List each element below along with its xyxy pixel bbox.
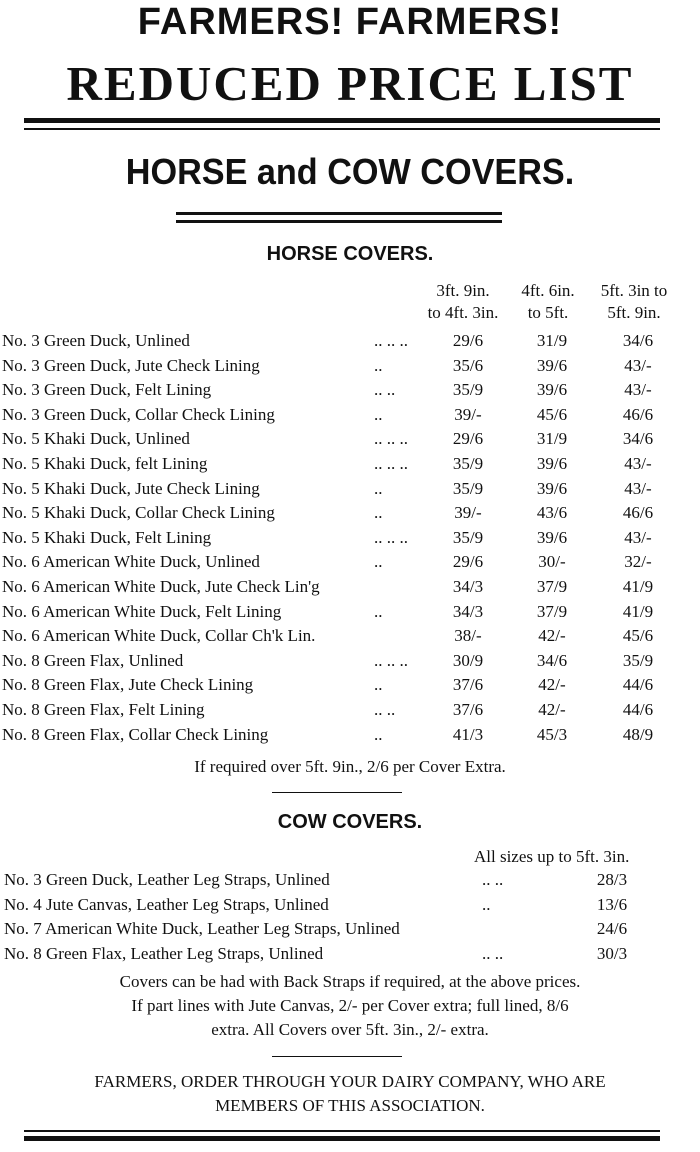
horse-row-price-1: 38/- (454, 626, 482, 646)
horse-row (2, 575, 692, 599)
horse-row-price-2: 42/- (538, 675, 566, 695)
horse-row-price-2: 37/9 (536, 601, 568, 621)
horse-row-price-2: 39/6 (536, 355, 568, 375)
cow-row-desc: No. 4 Jute Canvas, Leather Leg Straps, Unlined (4, 894, 329, 914)
horse-row (2, 526, 692, 550)
horse-row-leader: .. (374, 552, 383, 572)
horse-row-price-1: 41/3 (452, 724, 484, 744)
cow-row-price: 28/3 (596, 870, 628, 889)
horse-row (2, 723, 692, 747)
horse-row-price-2: 39/6 (536, 380, 568, 400)
horse-row (2, 698, 692, 722)
col-head-1-line2: to 4ft. 3in. (427, 303, 499, 322)
cow-paragraph-line-1: Covers can be had with Back Straps if required, at the above prices. (119, 972, 581, 991)
horse-row-desc: No. 6 American White Duck, Unlined (2, 552, 260, 572)
horse-row-desc: No. 8 Green Flax, Felt Lining (2, 700, 205, 719)
cow-row-desc: No. 7 American White Duck, Leather Leg Straps, Unlined (4, 919, 400, 938)
horse-row (2, 624, 692, 648)
horse-row-leader: .. .. .. (374, 527, 408, 547)
horse-row-price-1: 39/- (454, 404, 482, 424)
horse-row-price-2: 45/6 (536, 404, 568, 424)
horse-row-price-2: 30/- (538, 552, 566, 572)
horse-row-price-3: 45/6 (622, 626, 654, 646)
horse-row-price-1: 29/6 (452, 331, 484, 350)
horse-extra-note: If required over 5ft. 9in., 2/6 per Cover Extra. (194, 757, 506, 776)
horse-row-price-1: 37/6 (452, 675, 484, 695)
horse-row-price-2: 39/6 (536, 478, 568, 498)
horse-row-price-3: 46/6 (622, 503, 654, 523)
cow-row (4, 917, 684, 941)
horse-row-price-3: 34/6 (622, 331, 654, 350)
horse-row-leader: .. (374, 478, 383, 498)
rule-bottom-thin (24, 1130, 660, 1132)
horse-row-leader: .. .. .. (374, 650, 408, 670)
horse-row-price-1: 34/3 (452, 577, 484, 596)
horse-row-leader: .. (374, 355, 383, 375)
horse-row-price-3: 48/9 (622, 724, 654, 744)
horse-row-price-1: 29/6 (452, 552, 484, 572)
horse-row (2, 477, 692, 501)
horse-row (2, 501, 692, 525)
cow-paragraph-line-2: If part lines with Jute Canvas, 2/- per Cover extra; full lined, 8/6 (131, 996, 569, 1015)
horse-row-price-3: 43/- (624, 355, 652, 375)
footer-line-2: MEMBERS OF THIS ASSOCIATION. (215, 1096, 485, 1115)
horse-row-leader: .. .. (374, 700, 396, 719)
horse-row-desc: No. 5 Khaki Duck, Felt Lining (2, 527, 212, 547)
horse-row-price-1: 35/6 (452, 355, 484, 375)
horse-row-price-3: 41/9 (622, 601, 654, 621)
horse-row-desc: No. 3 Green Duck, Felt Lining (2, 380, 212, 400)
horse-row-price-2: 42/- (538, 700, 566, 719)
horse-row-desc: No. 5 Khaki Duck, Jute Check Lining (2, 478, 260, 498)
horse-row-price-3: 32/- (624, 552, 652, 572)
horse-row-desc: No. 3 Green Duck, Unlined (2, 331, 190, 350)
horse-row (2, 649, 692, 673)
rule-divider-1 (272, 792, 402, 793)
horse-row-leader: .. .. .. (374, 331, 408, 350)
horse-row-price-2: 31/9 (536, 429, 568, 449)
cow-row (4, 893, 684, 917)
horse-row-price-2: 43/6 (536, 503, 568, 523)
horse-row-leader: .. (374, 675, 383, 695)
horse-row-price-3: 34/6 (622, 429, 654, 449)
cow-row (4, 868, 684, 892)
horse-row-leader: .. .. .. (374, 429, 408, 449)
cow-row-leader: .. .. (482, 943, 504, 963)
horse-row-leader: .. .. .. (374, 454, 408, 473)
horse-row-price-2: 39/6 (536, 454, 568, 473)
horse-row-leader: .. (374, 724, 383, 744)
rule-title-1 (176, 212, 502, 215)
horse-row-leader: .. .. (374, 380, 396, 400)
horse-row-leader: .. (374, 404, 383, 424)
horse-row-desc: No. 3 Green Duck, Collar Check Lining (2, 404, 275, 424)
horse-row-price-1: 35/9 (452, 527, 484, 547)
horse-row-price-1: 35/9 (452, 454, 484, 473)
col-head-3-line2: 5ft. 9in. (607, 303, 661, 322)
horse-row-price-3: 44/6 (622, 675, 654, 695)
horse-heading: HORSE COVERS. (266, 243, 434, 265)
col-head-2-line2: to 5ft. (527, 303, 569, 322)
horse-row-price-3: 43/- (624, 454, 652, 473)
horse-row-desc: No. 5 Khaki Duck, Unlined (2, 429, 190, 449)
horse-row-desc: No. 5 Khaki Duck, felt Lining (2, 454, 208, 473)
horse-row-desc: No. 3 Green Duck, Jute Check Lining (2, 355, 260, 375)
cow-paragraph-line-3: extra. All Covers over 5ft. 3in., 2/- extra. (211, 1020, 489, 1039)
horse-row-price-3: 43/- (624, 380, 652, 400)
horse-row-price-2: 34/6 (536, 650, 568, 670)
horse-row-leader: .. (374, 601, 383, 621)
cow-row-desc: No. 8 Green Flax, Leather Leg Straps, Unlined (4, 943, 324, 963)
horse-row-price-3: 43/- (624, 527, 652, 547)
horse-row (2, 378, 692, 402)
horse-row (2, 403, 692, 427)
horse-row-price-2: 37/9 (536, 577, 568, 596)
horse-row (2, 354, 692, 378)
col-head-2 (508, 280, 588, 324)
horse-row-price-1: 37/6 (452, 700, 484, 719)
rule-bottom-thick (24, 1136, 660, 1141)
horse-row-desc: No. 6 American White Duck, Collar Ch'k Lin. (2, 626, 316, 646)
col-head-2-line1: 4ft. 6in. (521, 281, 575, 300)
col-head-3 (586, 280, 682, 324)
horse-row-price-2: 42/- (538, 626, 566, 646)
horse-row-price-1: 30/9 (452, 650, 484, 670)
footer-line-1: FARMERS, ORDER THROUGH YOUR DAIRY COMPANY, WHO ARE (94, 1072, 606, 1091)
horse-row-desc: No. 8 Green Flax, Unlined (2, 650, 184, 670)
cow-row-price: 13/6 (596, 894, 628, 914)
cow-row-leader: .. (482, 894, 491, 914)
cow-heading: COW COVERS. (277, 811, 423, 833)
horse-row-price-2: 45/3 (536, 724, 568, 744)
cow-row-leader: .. .. (482, 870, 504, 889)
horse-row-desc: No. 8 Green Flax, Collar Check Lining (2, 724, 269, 744)
col-head-1 (418, 280, 508, 324)
rule-top-thick (24, 118, 660, 123)
cow-row (4, 942, 684, 966)
horse-row (2, 452, 692, 476)
rule-top-thin (24, 128, 660, 130)
horse-row-price-1: 35/9 (452, 478, 484, 498)
cow-row-desc: No. 3 Green Duck, Leather Leg Straps, Unlined (4, 870, 330, 889)
horse-row-price-3: 43/- (624, 478, 652, 498)
horse-row-desc: No. 6 American White Duck, Felt Lining (2, 601, 282, 621)
horse-row (2, 427, 692, 451)
horse-row (2, 550, 692, 574)
cow-row-price: 30/3 (596, 943, 628, 963)
cow-paragraph (0, 970, 700, 1042)
horse-row-price-1: 39/- (454, 503, 482, 523)
rule-divider-2 (272, 1056, 402, 1057)
horse-row-leader: .. (374, 503, 383, 523)
horse-row-price-3: 44/6 (622, 700, 654, 719)
horse-row-price-1: 29/6 (452, 429, 484, 449)
horse-row-desc: No. 8 Green Flax, Jute Check Lining (2, 675, 254, 695)
horse-row-price-2: 39/6 (536, 527, 568, 547)
horse-row-price-1: 35/9 (452, 380, 484, 400)
horse-row-price-3: 35/9 (622, 650, 654, 670)
col-head-3-line1: 5ft. 3in to (600, 281, 668, 300)
rule-title-2 (176, 220, 502, 223)
cow-row-price: 24/6 (596, 919, 628, 938)
horse-row (2, 600, 692, 624)
col-head-1-line1: 3ft. 9in. (436, 281, 490, 300)
horse-row-price-3: 46/6 (622, 404, 654, 424)
footer (0, 1070, 700, 1118)
horse-row-price-3: 41/9 (622, 577, 654, 596)
horse-row-desc: No. 6 American White Duck, Jute Check Lin'g (2, 577, 320, 596)
subheadline: REDUCED PRICE LIST (66, 56, 634, 111)
horse-row (2, 673, 692, 697)
horse-row-desc: No. 5 Khaki Duck, Collar Check Lining (2, 503, 275, 523)
headline: FARMERS! FARMERS! (137, 1, 563, 43)
title: HORSE and COW COVERS. (125, 151, 575, 192)
horse-row-price-1: 34/3 (452, 601, 484, 621)
horse-row-price-2: 31/9 (536, 331, 568, 350)
cow-col-head: All sizes up to 5ft. 3in. (474, 847, 630, 866)
horse-row (2, 329, 692, 353)
